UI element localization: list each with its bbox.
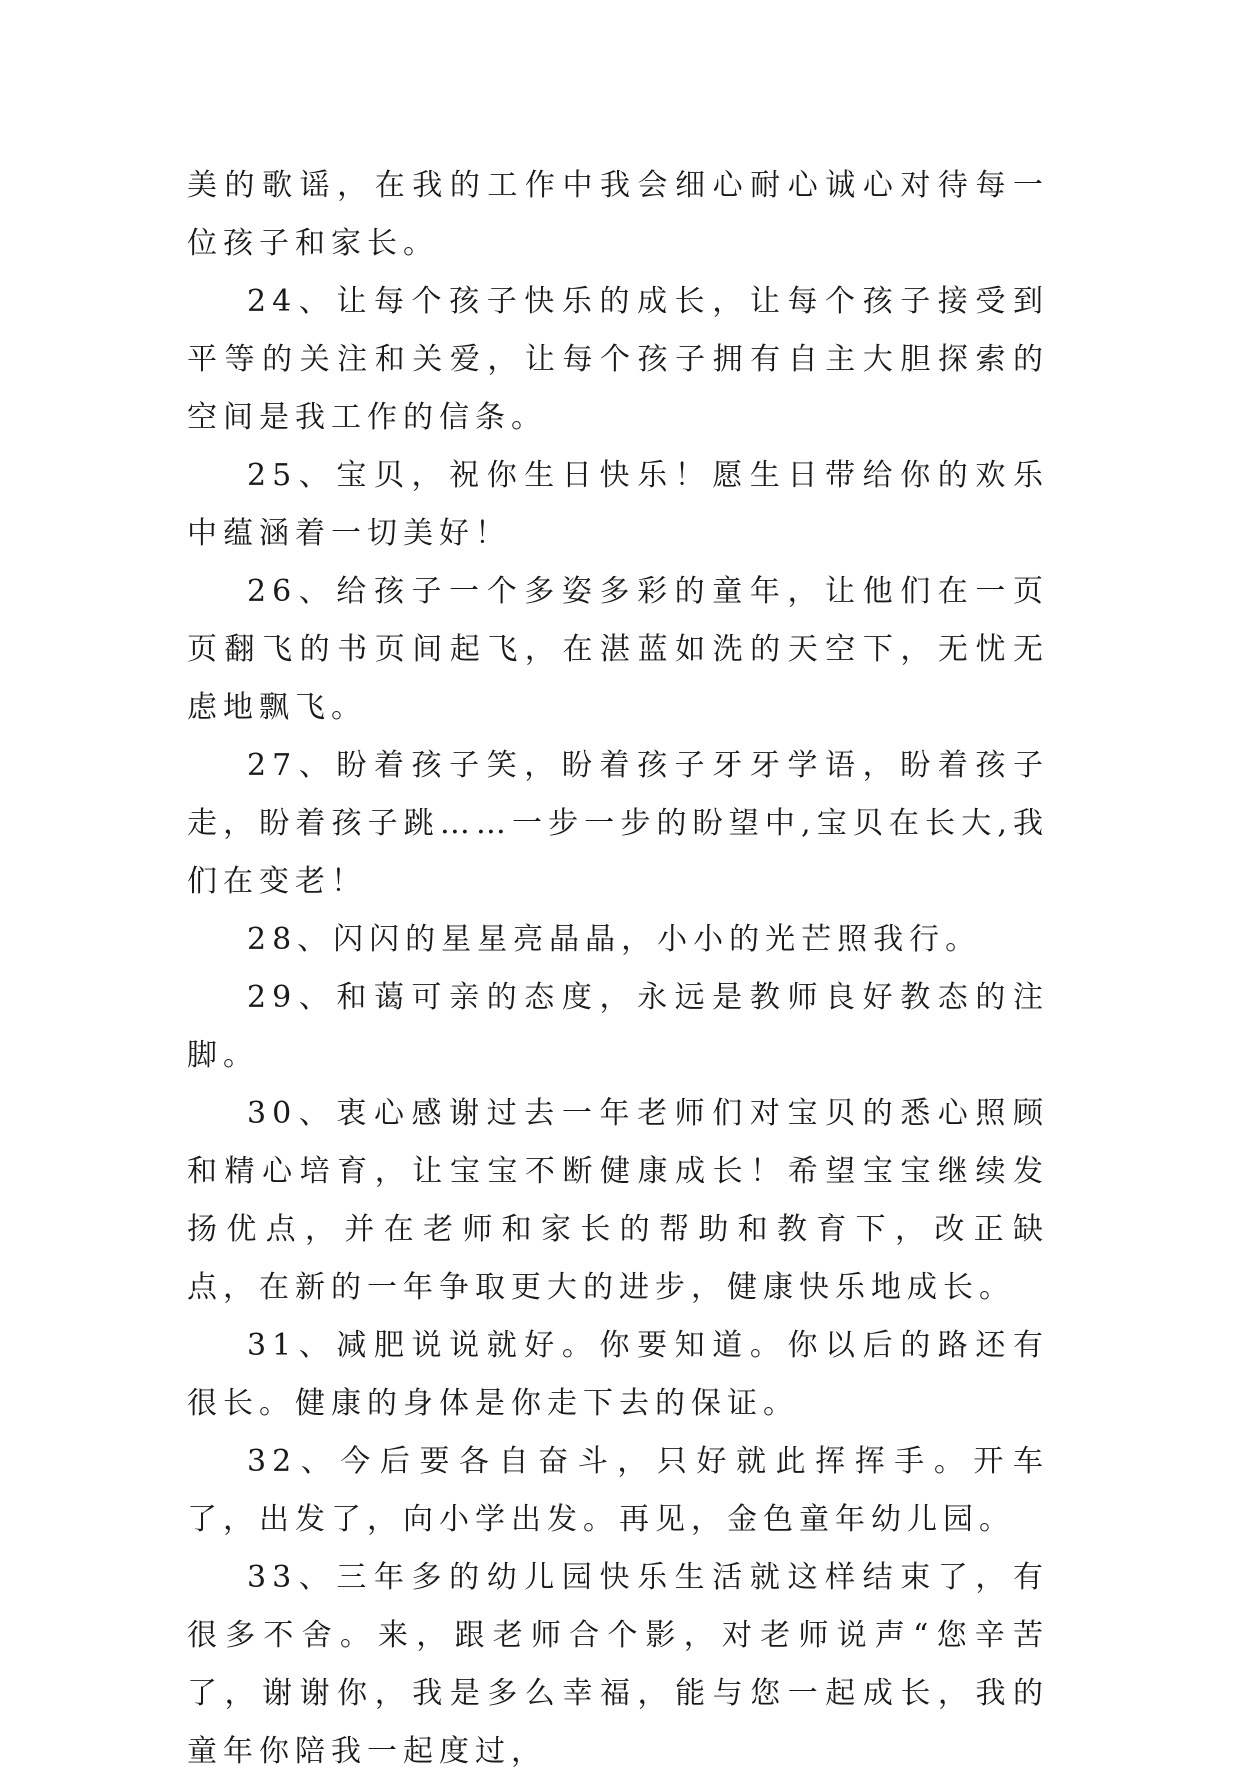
paragraph-28: 28、闪闪的星星亮晶晶，小小的光芒照我行。 [247,922,982,957]
document-body [187,157,1049,1781]
paragraph-33: 33、三年多的幼儿园快乐生活就这样结束了，有很多不舍。来，跟老师合个影，对老师说声“您辛苦了，谢谢你，我是多么幸福，能与您一起成长，我的童年你陪我一起度过， [187,1560,1049,1769]
paragraph-32: 32、今后要各自奋斗，只好就此挥挥手。开车了，出发了，向小学出发。再见，金色童年幼儿园。 [187,1444,1049,1537]
paragraph-29: 29、和蔼可亲的态度，永远是教师良好教态的注脚。 [187,980,1049,1073]
paragraph-31: 31、减肥说说就好。你要知道。你以后的路还有很长。健康的身体是你走下去的保证。 [187,1328,1049,1421]
paragraph-27: 27、盼着孩子笑，盼着孩子牙牙学语，盼着孩子走，盼着孩子跳……一步一步的盼望中,宝贝在长大,我们在变老！ [187,748,1049,899]
paragraph-continuation: 美的歌谣，在我的工作中我会细心耐心诚心对待每一位孩子和家长。 [187,168,1049,261]
paragraph-25: 25、宝贝，祝你生日快乐！愿生日带给你的欢乐中蕴涵着一切美好！ [187,458,1049,551]
paragraph-30: 30、衷心感谢过去一年老师们对宝贝的悉心照顾和精心培育，让宝宝不断健康成长！希望宝宝继续发扬优点，并在老师和家长的帮助和教育下，改正缺点，在新的一年争取更大的进步，健康快乐地成长。 [187,1096,1049,1305]
paragraph-24: 24、让每个孩子快乐的成长，让每个孩子接受到平等的关注和关爱，让每个孩子拥有自主大胆探索的空间是我工作的信条。 [187,284,1049,435]
paragraph-26: 26、给孩子一个多姿多彩的童年，让他们在一页页翻飞的书页间起飞，在湛蓝如洗的天空下，无忧无虑地飘飞。 [187,574,1049,725]
